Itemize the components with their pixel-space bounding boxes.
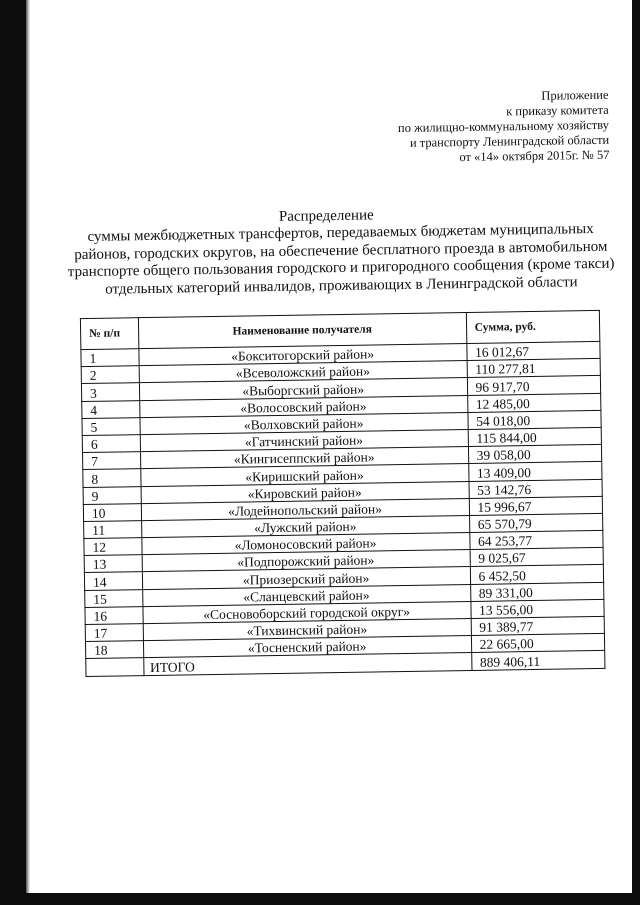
- row-number: 1: [81, 349, 139, 367]
- row-number: 11: [84, 521, 142, 539]
- total-num-empty: [86, 658, 144, 676]
- row-sum: 91 389,77: [471, 616, 605, 635]
- row-number: 7: [83, 452, 141, 470]
- recipient-name: «Кировский район»: [141, 481, 469, 503]
- row-sum: 39 058,00: [468, 445, 602, 464]
- header-name: Наименование получателя: [138, 313, 466, 349]
- recipient-name: «Тосненский район»: [143, 636, 471, 658]
- header-sum: Сумма, руб.: [466, 310, 600, 343]
- distribution-table: [80, 310, 606, 677]
- document-subtitle: суммы межбюджетных трансфертов, передаваемых бюджетам муниципальных районов, городских округов, на обеспечение бесплатного проезда в автомобильном транспорте общего пользования городского и пригородного сообщения (кроме такси) отдельных категорий инвалидов, проживающих в Ленинградской области: [67, 220, 615, 298]
- appendix-line: по жилищно-коммунальному хозяйству: [397, 117, 610, 136]
- row-number: 13: [84, 555, 142, 573]
- recipient-name: «Подпорожский район»: [142, 550, 470, 572]
- appendix-line: от «14» октября 2015г. № 57: [459, 147, 610, 165]
- row-number: 14: [84, 572, 142, 590]
- row-sum: 53 142,76: [469, 479, 603, 498]
- row-number: 15: [85, 589, 143, 607]
- row-sum: 16 012,67: [466, 341, 600, 360]
- row-number: 9: [83, 486, 141, 504]
- scan-edge-left: [0, 0, 26, 905]
- recipient-name: «Волосовский район»: [139, 395, 467, 417]
- appendix-header: [397, 88, 609, 166]
- row-sum: 115 844,00: [468, 427, 602, 446]
- appendix-line: и транспорту Ленинградской области: [409, 132, 610, 150]
- row-number: 16: [85, 606, 143, 624]
- row-sum: 6 452,50: [470, 565, 604, 584]
- row-sum: 96 917,70: [467, 376, 601, 395]
- header-num: № п/п: [80, 318, 138, 350]
- recipient-name: «Выборгский район»: [139, 378, 467, 400]
- row-number: 3: [81, 383, 139, 401]
- recipient-name: «Сланцевский район»: [142, 584, 470, 606]
- total-sum: 889 406,11: [471, 651, 605, 670]
- recipient-name: «Приозерский район»: [142, 567, 470, 589]
- recipient-name: «Ломоносовский район»: [141, 533, 469, 555]
- row-number: 4: [82, 400, 140, 418]
- recipient-name: «Лодейнопольский район»: [141, 498, 469, 520]
- total-label: ИТОГО: [143, 653, 471, 675]
- recipient-name: «Гатчинский район»: [140, 429, 468, 451]
- document-title: Распределение: [278, 207, 374, 225]
- row-number: 2: [81, 366, 139, 384]
- recipient-name: «Киришский район»: [140, 464, 468, 486]
- appendix-line: Приложение: [541, 87, 609, 103]
- row-sum: 13 556,00: [470, 599, 604, 618]
- row-number: 10: [83, 503, 141, 521]
- row-number: 12: [84, 538, 142, 556]
- row-number: 6: [82, 435, 140, 453]
- recipient-name: «Кингисеппский район»: [140, 447, 468, 469]
- row-number: 18: [85, 641, 143, 659]
- recipient-name: «Сосновоборский городской округ»: [143, 601, 471, 623]
- row-sum: 9 025,67: [470, 548, 604, 567]
- recipient-name: «Волховский район»: [140, 412, 468, 434]
- scan-edge-shadow: [26, 0, 30, 905]
- row-sum: 15 996,67: [469, 496, 603, 515]
- row-number: 17: [85, 624, 143, 642]
- appendix-line: к приказу комитета: [506, 102, 609, 119]
- recipient-name: «Бокситогорский район»: [139, 344, 467, 366]
- row-sum: 22 665,00: [471, 634, 605, 653]
- recipient-name: «Всеволожский район»: [139, 361, 467, 383]
- recipient-name: «Тихвинский район»: [143, 618, 471, 640]
- row-sum: 64 253,77: [469, 530, 603, 549]
- scan-edge-right: [632, 0, 640, 905]
- row-sum: 65 570,79: [469, 513, 603, 532]
- row-number: 8: [83, 469, 141, 487]
- row-sum: 12 485,00: [467, 393, 601, 412]
- row-sum: 89 331,00: [470, 582, 604, 601]
- recipient-name: «Лужский район»: [141, 515, 469, 537]
- document-page: [33, 0, 627, 898]
- row-sum: 54 018,00: [467, 410, 601, 429]
- row-number: 5: [82, 417, 140, 435]
- row-sum: 13 409,00: [468, 462, 602, 481]
- row-sum: 110 277,81: [467, 359, 601, 378]
